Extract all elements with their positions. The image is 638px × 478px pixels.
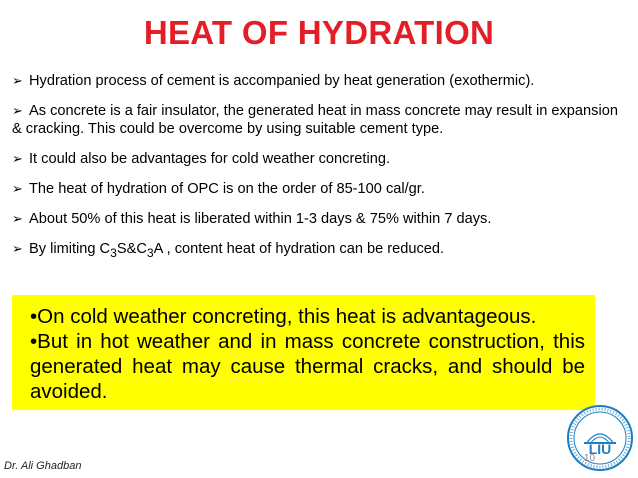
arrow-bullet-icon: ➢ xyxy=(12,73,23,88)
bullet-item xyxy=(12,102,622,138)
arrow-bullet-icon: ➢ xyxy=(12,103,23,118)
bullet-text-mid: S&C xyxy=(116,241,147,257)
bullet-item xyxy=(12,240,622,262)
author-name: Dr. Ali Ghadban xyxy=(4,460,82,472)
callout-line: •On cold weather concreting, this heat is advantageous. xyxy=(30,305,537,328)
bullet-text: Hydration process of cement is accompanied by heat generation (exothermic). xyxy=(29,73,535,89)
arrow-bullet-icon: ➢ xyxy=(12,241,23,256)
bullet-text-prefix: By limiting C xyxy=(29,241,111,257)
subscript-3: 3 xyxy=(146,245,154,260)
highlight-callout xyxy=(12,295,595,410)
bullet-text: As concrete is a fair insulator, the generated heat in mass concrete may result in expansion & cracking. This could be overcome by using suitable cement type. xyxy=(12,103,618,137)
bullet-text: About 50% of this heat is liberated within 1-3 days & 75% within 7 days. xyxy=(29,211,492,227)
bullet-item xyxy=(12,180,622,198)
logo-text: LIU xyxy=(588,441,612,457)
bullet-text-suffix: A , content heat of hydration can be reduced. xyxy=(153,241,445,257)
callout-line: •But in hot weather and in mass concrete construction, this generated heat may cause thermal cracks, and should be avoided. xyxy=(30,330,585,403)
bullet-list xyxy=(12,72,622,274)
university-seal-icon xyxy=(566,404,634,472)
subscript-3: 3 xyxy=(110,245,117,260)
page-number: 10 xyxy=(584,453,596,464)
bullet-text: The heat of hydration of OPC is on the order of 85-100 cal/gr. xyxy=(29,181,425,197)
arrow-bullet-icon: ➢ xyxy=(12,211,23,226)
arrow-bullet-icon: ➢ xyxy=(12,181,23,196)
bullet-item xyxy=(12,210,622,228)
bullet-text: It could also be advantages for cold weather concreting. xyxy=(29,151,391,167)
slide-title: HEAT OF HYDRATION xyxy=(143,14,495,51)
arrow-bullet-icon: ➢ xyxy=(12,151,23,166)
bullet-item xyxy=(12,72,622,90)
bullet-item xyxy=(12,150,622,168)
